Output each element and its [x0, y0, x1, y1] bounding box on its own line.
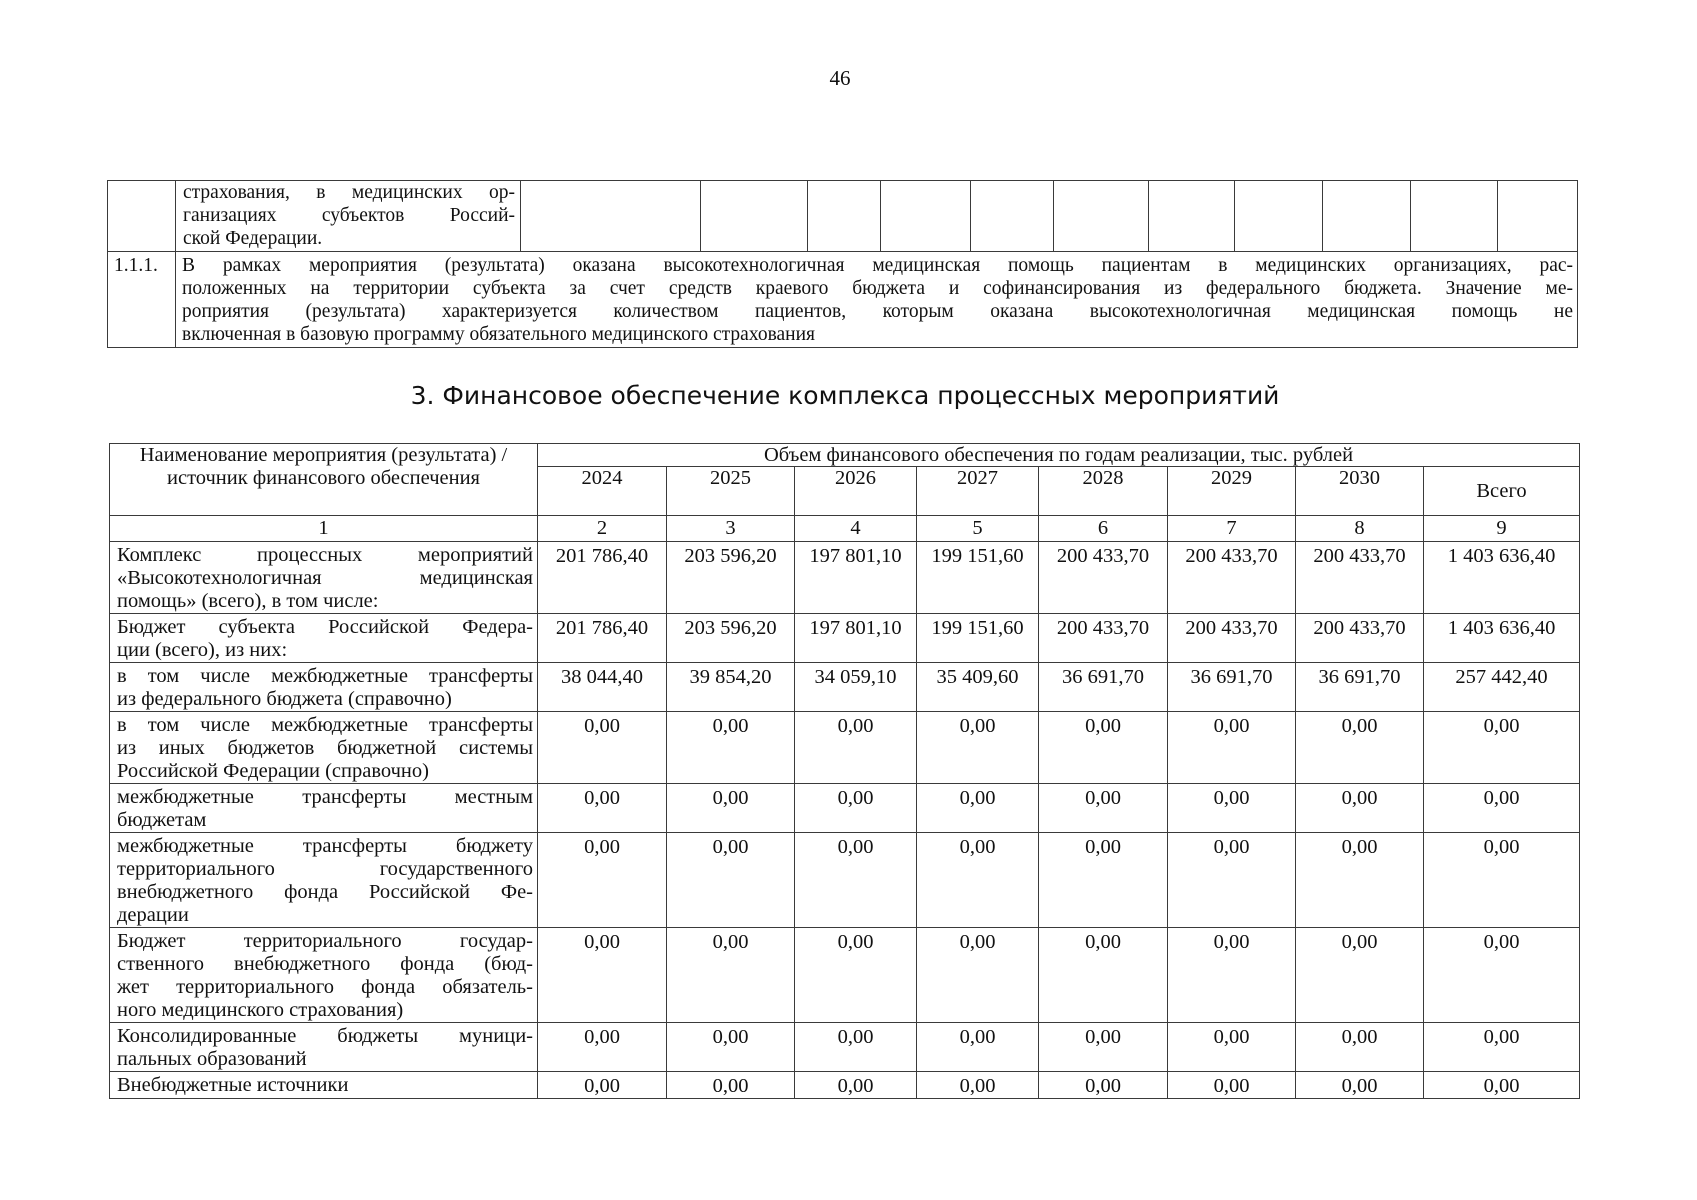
year-header: 2026: [795, 467, 917, 516]
year-header: 2024: [538, 467, 667, 516]
year-value: 203 596,20: [667, 614, 795, 663]
year-value: 0,00: [1039, 784, 1168, 833]
row-label-line: из федерального бюджета (справочно): [117, 688, 452, 710]
year-value: 0,00: [795, 833, 917, 928]
year-value: 0,00: [1296, 784, 1424, 833]
year-value: 203 596,20: [667, 542, 795, 614]
results-continuation-table: [107, 180, 1578, 348]
finance-row: [110, 1072, 1580, 1099]
item-description: [176, 252, 1578, 348]
year-value: 200 433,70: [1168, 542, 1296, 614]
finance-row: [110, 1023, 1580, 1072]
row-label-line: Бюджет субъекта Российской Федера-: [117, 616, 533, 638]
total-value: 1 403 636,40: [1424, 542, 1580, 614]
row-label-line: Бюджет территориального государ-: [117, 930, 533, 952]
year-value: 0,00: [1039, 1023, 1168, 1072]
finance-row: [110, 542, 1580, 614]
continuation-row: [108, 181, 1578, 252]
column-index: 9: [1424, 516, 1580, 542]
row-label-line: из иных бюджетов бюджетной системы: [117, 737, 533, 759]
year-value: 34 059,10: [795, 663, 917, 712]
finance-row: [110, 833, 1580, 928]
row-label-line: Российской Федерации (справочно): [117, 760, 429, 782]
row-label-line: пальных образований: [117, 1048, 307, 1070]
year-value: 0,00: [1039, 833, 1168, 928]
empty-number-cell: [108, 181, 176, 252]
row-label-line: в том числе межбюджетные трансферты: [117, 665, 533, 687]
year-value: 0,00: [667, 784, 795, 833]
total-value: 0,00: [1424, 833, 1580, 928]
row-label-line: межбюджетные трансферты местным: [117, 786, 533, 808]
year-value: 36 691,70: [1039, 663, 1168, 712]
year-value: 0,00: [538, 1023, 667, 1072]
year-value: 36 691,70: [1296, 663, 1424, 712]
year-value: 0,00: [1039, 928, 1168, 1023]
row-label-line: ции (всего), из них:: [117, 639, 288, 661]
year-value: 0,00: [538, 712, 667, 784]
item-description-line: положенных на территории субъекта за счет средств краевого бюджета и софинансирования из федерального бюджета. Значение ме-: [182, 278, 1573, 299]
year-value: 0,00: [795, 712, 917, 784]
item-description-line: В рамках мероприятия (результата) оказана высокотехнологичная медицинская помощь пациентам в медицинских организациях, рас-: [182, 255, 1573, 276]
year-value: 0,00: [1296, 928, 1424, 1023]
volume-header: Объем финансового обеспечения по годам реализации, тыс. рублей: [538, 444, 1580, 467]
row-label: [110, 663, 538, 712]
continuation-line: ской Федерации.: [183, 228, 323, 249]
year-value: 200 433,70: [1039, 614, 1168, 663]
continuation-line: ганизациях субъектов Россий-: [183, 205, 515, 226]
year-value: 200 433,70: [1039, 542, 1168, 614]
year-header: 2028: [1039, 467, 1168, 516]
year-value: 200 433,70: [1296, 542, 1424, 614]
column-index: 5: [917, 516, 1039, 542]
year-value: 0,00: [667, 928, 795, 1023]
continuation-text-cell: [176, 181, 521, 252]
year-value: 0,00: [538, 784, 667, 833]
row-label-line: ственного внебюджетного фонда (бюд-: [117, 953, 533, 975]
continuation-line: страхования, в медицинских ор-: [183, 182, 515, 203]
year-value: 0,00: [1296, 712, 1424, 784]
row-label: [110, 1023, 538, 1072]
year-value: 0,00: [538, 833, 667, 928]
row-label-line: в том числе межбюджетные трансферты: [117, 714, 533, 736]
year-value: 0,00: [1296, 833, 1424, 928]
year-value: 0,00: [917, 784, 1039, 833]
year-value: 0,00: [917, 1023, 1039, 1072]
row-label-line: внебюджетного фонда Российской Фе-: [117, 881, 533, 903]
finance-row: [110, 928, 1580, 1023]
row-label: [110, 928, 538, 1023]
year-value: 0,00: [1168, 1023, 1296, 1072]
page-number: 46: [829, 66, 851, 90]
row-label-line: Консолидированные бюджеты муници-: [117, 1025, 533, 1047]
row-label: [110, 542, 538, 614]
total-header: Всего: [1424, 467, 1580, 516]
year-value: 0,00: [1296, 1072, 1424, 1099]
year-value: 36 691,70: [1168, 663, 1296, 712]
column-index: 7: [1168, 516, 1296, 542]
year-value: 0,00: [1296, 1023, 1424, 1072]
year-header: 2029: [1168, 467, 1296, 516]
year-value: 0,00: [917, 833, 1039, 928]
total-value: 0,00: [1424, 928, 1580, 1023]
row-label-line: Внебюджетные источники: [117, 1074, 349, 1096]
year-value: 199 151,60: [917, 542, 1039, 614]
year-value: 0,00: [795, 928, 917, 1023]
row-label-line: ного медицинского страхования): [117, 999, 404, 1021]
year-value: 200 433,70: [1296, 614, 1424, 663]
year-value: 0,00: [538, 1072, 667, 1099]
total-value: 1 403 636,40: [1424, 614, 1580, 663]
year-value: 0,00: [1039, 1072, 1168, 1099]
year-value: 0,00: [917, 712, 1039, 784]
column-index: 4: [795, 516, 917, 542]
year-value: 200 433,70: [1168, 614, 1296, 663]
row-label-line: межбюджетные трансферты бюджету: [117, 835, 533, 857]
row-label-line: бюджетам: [117, 809, 207, 831]
year-value: 0,00: [1039, 712, 1168, 784]
year-value: 0,00: [538, 928, 667, 1023]
row-label: [110, 614, 538, 663]
row-label-line: помощь» (всего), в том числе:: [117, 590, 379, 612]
item-number: 1.1.1.: [108, 252, 176, 348]
year-value: 35 409,60: [917, 663, 1039, 712]
column-index: 1: [110, 516, 538, 542]
column-index: 8: [1296, 516, 1424, 542]
item-description-line: роприятия (результата) характеризуется количеством пациентов, которым оказана высокотехнологичная медицинская помощь не: [182, 301, 1573, 322]
finance-row: [110, 712, 1580, 784]
total-value: 0,00: [1424, 1023, 1580, 1072]
finance-row: [110, 614, 1580, 663]
row-label-line: дерации: [117, 904, 189, 926]
year-value: 0,00: [795, 1023, 917, 1072]
year-value: 0,00: [795, 784, 917, 833]
year-value: 0,00: [1168, 784, 1296, 833]
finance-row: [110, 784, 1580, 833]
finance-table: [109, 443, 1580, 1099]
year-value: 0,00: [1168, 712, 1296, 784]
row-label-line: «Высокотехнологичная медицинская: [117, 567, 533, 589]
item-description-line: включенная в базовую программу обязательного медицинского страхования: [182, 324, 816, 345]
column-index: 6: [1039, 516, 1168, 542]
year-value: 0,00: [795, 1072, 917, 1099]
year-value: 0,00: [667, 712, 795, 784]
year-value: 0,00: [1168, 928, 1296, 1023]
year-value: 197 801,10: [795, 614, 917, 663]
year-header: 2025: [667, 467, 795, 516]
row-label: [110, 784, 538, 833]
item-row: [108, 252, 1578, 348]
year-value: 39 854,20: [667, 663, 795, 712]
year-value: 0,00: [917, 928, 1039, 1023]
year-value: 0,00: [1168, 1072, 1296, 1099]
row-label: [110, 833, 538, 928]
total-value: 0,00: [1424, 712, 1580, 784]
finance-row: [110, 663, 1580, 712]
name-column-header: Наименование мероприятия (результата) / источник финансового обеспечения: [110, 444, 538, 516]
column-index: 2: [538, 516, 667, 542]
year-value: 199 151,60: [917, 614, 1039, 663]
row-label: [110, 1072, 538, 1099]
year-value: 0,00: [1168, 833, 1296, 928]
total-value: 0,00: [1424, 784, 1580, 833]
year-value: 0,00: [667, 1072, 795, 1099]
year-value: 0,00: [667, 833, 795, 928]
year-value: 0,00: [667, 1023, 795, 1072]
year-value: 201 786,40: [538, 542, 667, 614]
finance-table-body: [110, 542, 1580, 1099]
year-value: 38 044,40: [538, 663, 667, 712]
year-value: 0,00: [917, 1072, 1039, 1099]
year-header: 2027: [917, 467, 1039, 516]
column-index: 3: [667, 516, 795, 542]
row-label-line: жет территориального фонда обязатель-: [117, 976, 533, 998]
column-index-row: [110, 516, 1580, 542]
row-label: [110, 712, 538, 784]
row-label-line: территориального государственного: [117, 858, 533, 880]
year-value: 197 801,10: [795, 542, 917, 614]
header-row: [110, 444, 1580, 467]
section-title: 3. Финансовое обеспечение комплекса процессных мероприятий: [410, 381, 1280, 410]
total-value: 257 442,40: [1424, 663, 1580, 712]
year-value: 201 786,40: [538, 614, 667, 663]
row-label-line: Комплекс процессных мероприятий: [117, 544, 533, 566]
total-value: 0,00: [1424, 1072, 1580, 1099]
year-header: 2030: [1296, 467, 1424, 516]
